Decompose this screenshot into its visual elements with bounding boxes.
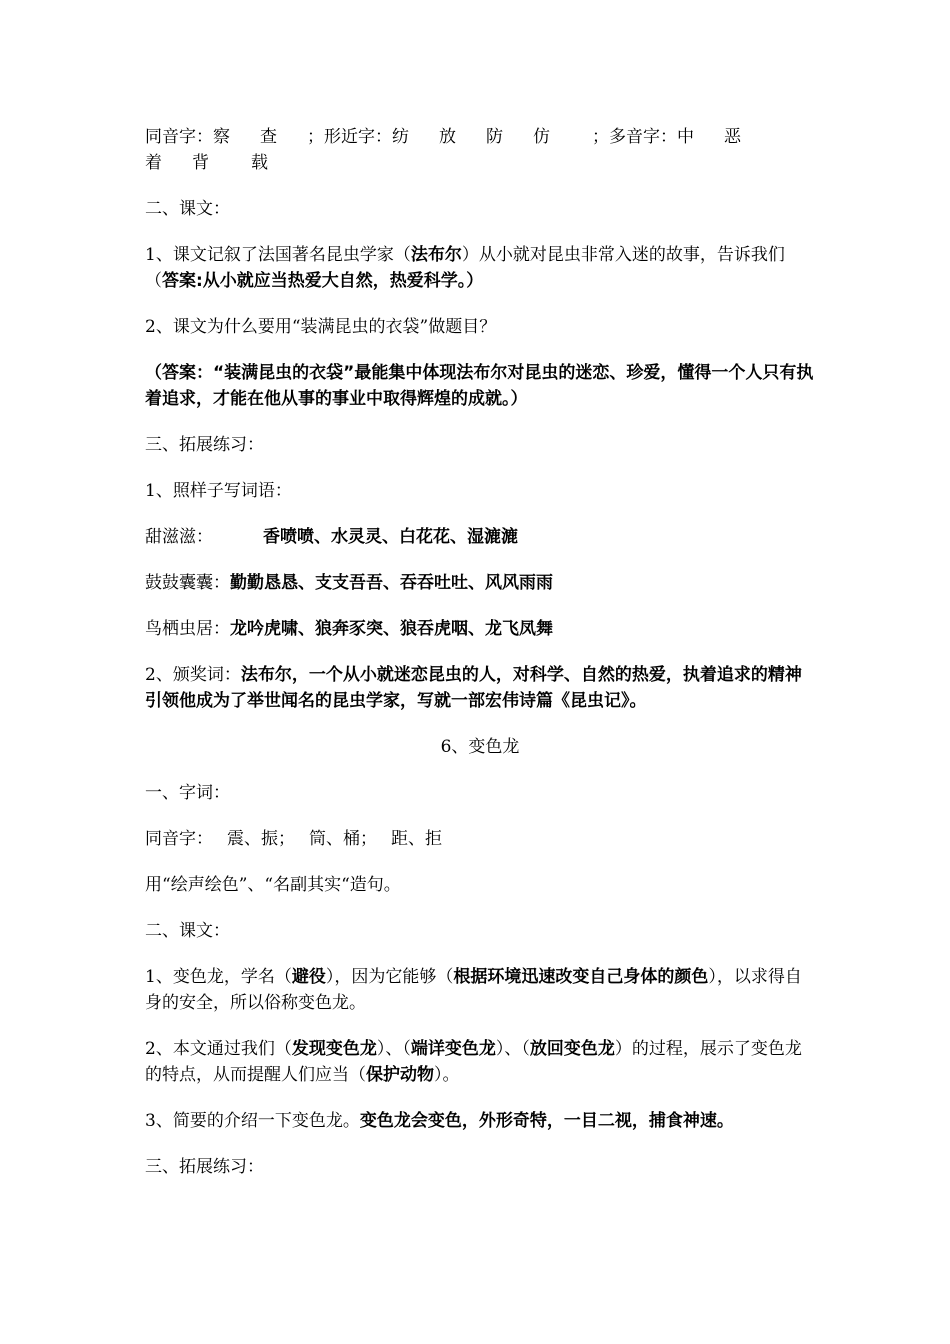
question-2: 2、课文为什么要用“装满昆虫的衣袋”做题目？	[145, 317, 497, 337]
word: 防	[486, 127, 503, 147]
section-heading: 三、拓展练习：	[145, 1157, 264, 1177]
question-text: ）、（	[376, 1039, 411, 1059]
question-text: ），因为它能够（	[325, 967, 454, 987]
word: 载	[251, 153, 268, 173]
word: 察	[213, 127, 230, 147]
word-group: 震、振；	[227, 829, 295, 849]
question-text: ）、（	[495, 1039, 530, 1059]
section-heading: 一、字词：	[145, 783, 230, 803]
question-text: ），以求得自身的安全，所以俗称变色龙。	[145, 967, 802, 1013]
answer: 答案:从小就应当热爱大自然，热爱科学。）	[162, 271, 484, 291]
question-text: 1、课文记叙了法国著名昆虫学家（	[145, 245, 411, 265]
word: 恶	[724, 127, 741, 147]
section-heading: 三、拓展练习：	[145, 435, 264, 455]
answer: 变色龙会变色，外形奇特，一目二视，捕食神速。	[359, 1111, 734, 1131]
answer: 发现变色龙	[291, 1039, 377, 1059]
award-speech	[145, 662, 815, 714]
exercise-title: 1、照样子写词语：	[145, 481, 292, 501]
word: 中	[677, 127, 694, 147]
word: 背	[192, 153, 209, 173]
similar-label: 形近字：	[324, 127, 392, 147]
homophone-label: 同音字：	[145, 829, 213, 849]
exercise-answer: 龙吟虎啸、狼奔豕突、狼吞虎咽、龙飞凤舞	[230, 619, 553, 639]
word-group: 距、拒	[391, 829, 442, 849]
answer: 保护动物	[366, 1065, 434, 1085]
exercise-answer: 香喷喷、水灵灵、白花花、湿漉漉	[263, 527, 518, 547]
lesson-title: 6、变色龙	[440, 737, 520, 757]
word: 着	[145, 153, 162, 173]
lesson6-question-3	[145, 1108, 815, 1134]
question-text: ）。	[434, 1065, 460, 1085]
word: 查	[260, 127, 277, 147]
word-groups-line	[145, 124, 815, 176]
document-page	[145, 124, 815, 1200]
question-text: 2、本文通过我们（	[145, 1039, 292, 1059]
question-text: 3、简要的介绍一下变色龙。	[145, 1111, 360, 1131]
answer: 根据环境迅速改变自己身体的颜色	[453, 967, 709, 987]
answer: 法布尔	[410, 245, 462, 265]
separator: ；	[307, 127, 324, 147]
exercise-label: 鸟栖虫居：	[145, 619, 230, 639]
question-text: 1、变色龙，学名（	[145, 967, 292, 987]
word: 放	[439, 127, 456, 147]
exercise-answer: 勤勤恳恳、支支吾吾、吞吞吐吐、风风雨雨	[230, 573, 553, 593]
separator: ；	[592, 127, 609, 147]
section-heading: 二、课文：	[145, 199, 230, 219]
award-text: 法布尔，一个从小就迷恋昆虫的人，对科学、自然的热爱，执着追求的精神引领他成为了举世闻名的昆虫学家，写就一部宏伟诗篇《昆虫记》。	[145, 665, 802, 711]
section-heading: 二、课文：	[145, 921, 230, 941]
exercise-label: 鼓鼓囊囊：	[145, 573, 230, 593]
word: 纺	[392, 127, 409, 147]
question-1	[145, 242, 815, 294]
sentence-task: 用“绘声绘色”、“名副其实“造句。	[145, 875, 401, 895]
homophone-line	[145, 826, 815, 852]
answer: 端详变色龙	[410, 1039, 496, 1059]
homophone-label: 同音字：	[145, 127, 213, 147]
word: 仿	[533, 127, 550, 147]
lesson6-question-2	[145, 1036, 815, 1088]
exercise-label: 甜滋滋：	[145, 527, 213, 547]
exercise-row	[145, 524, 815, 550]
award-label: 2、颁奖词：	[145, 665, 241, 685]
word-group: 筒、桶；	[309, 829, 377, 849]
answer: 放回变色龙	[529, 1039, 615, 1059]
question-text: ）从小就对昆虫非常入迷的故事，告诉我们（	[145, 245, 785, 291]
polyphone-label: 多音字：	[609, 127, 677, 147]
answer: 避役	[291, 967, 326, 987]
question-text: ）的过程，展示了变色龙的特点，从而提醒人们应当（	[145, 1039, 802, 1085]
exercise-row	[145, 570, 815, 596]
lesson6-question-1	[145, 964, 815, 1016]
answer-2: （答案：“装满昆虫的衣袋”最能集中体现法布尔对昆虫的迷恋、珍爱，懂得一个人只有执着追求，才能在他从事的事业中取得辉煌的成就。）	[145, 363, 814, 409]
exercise-row	[145, 616, 815, 642]
